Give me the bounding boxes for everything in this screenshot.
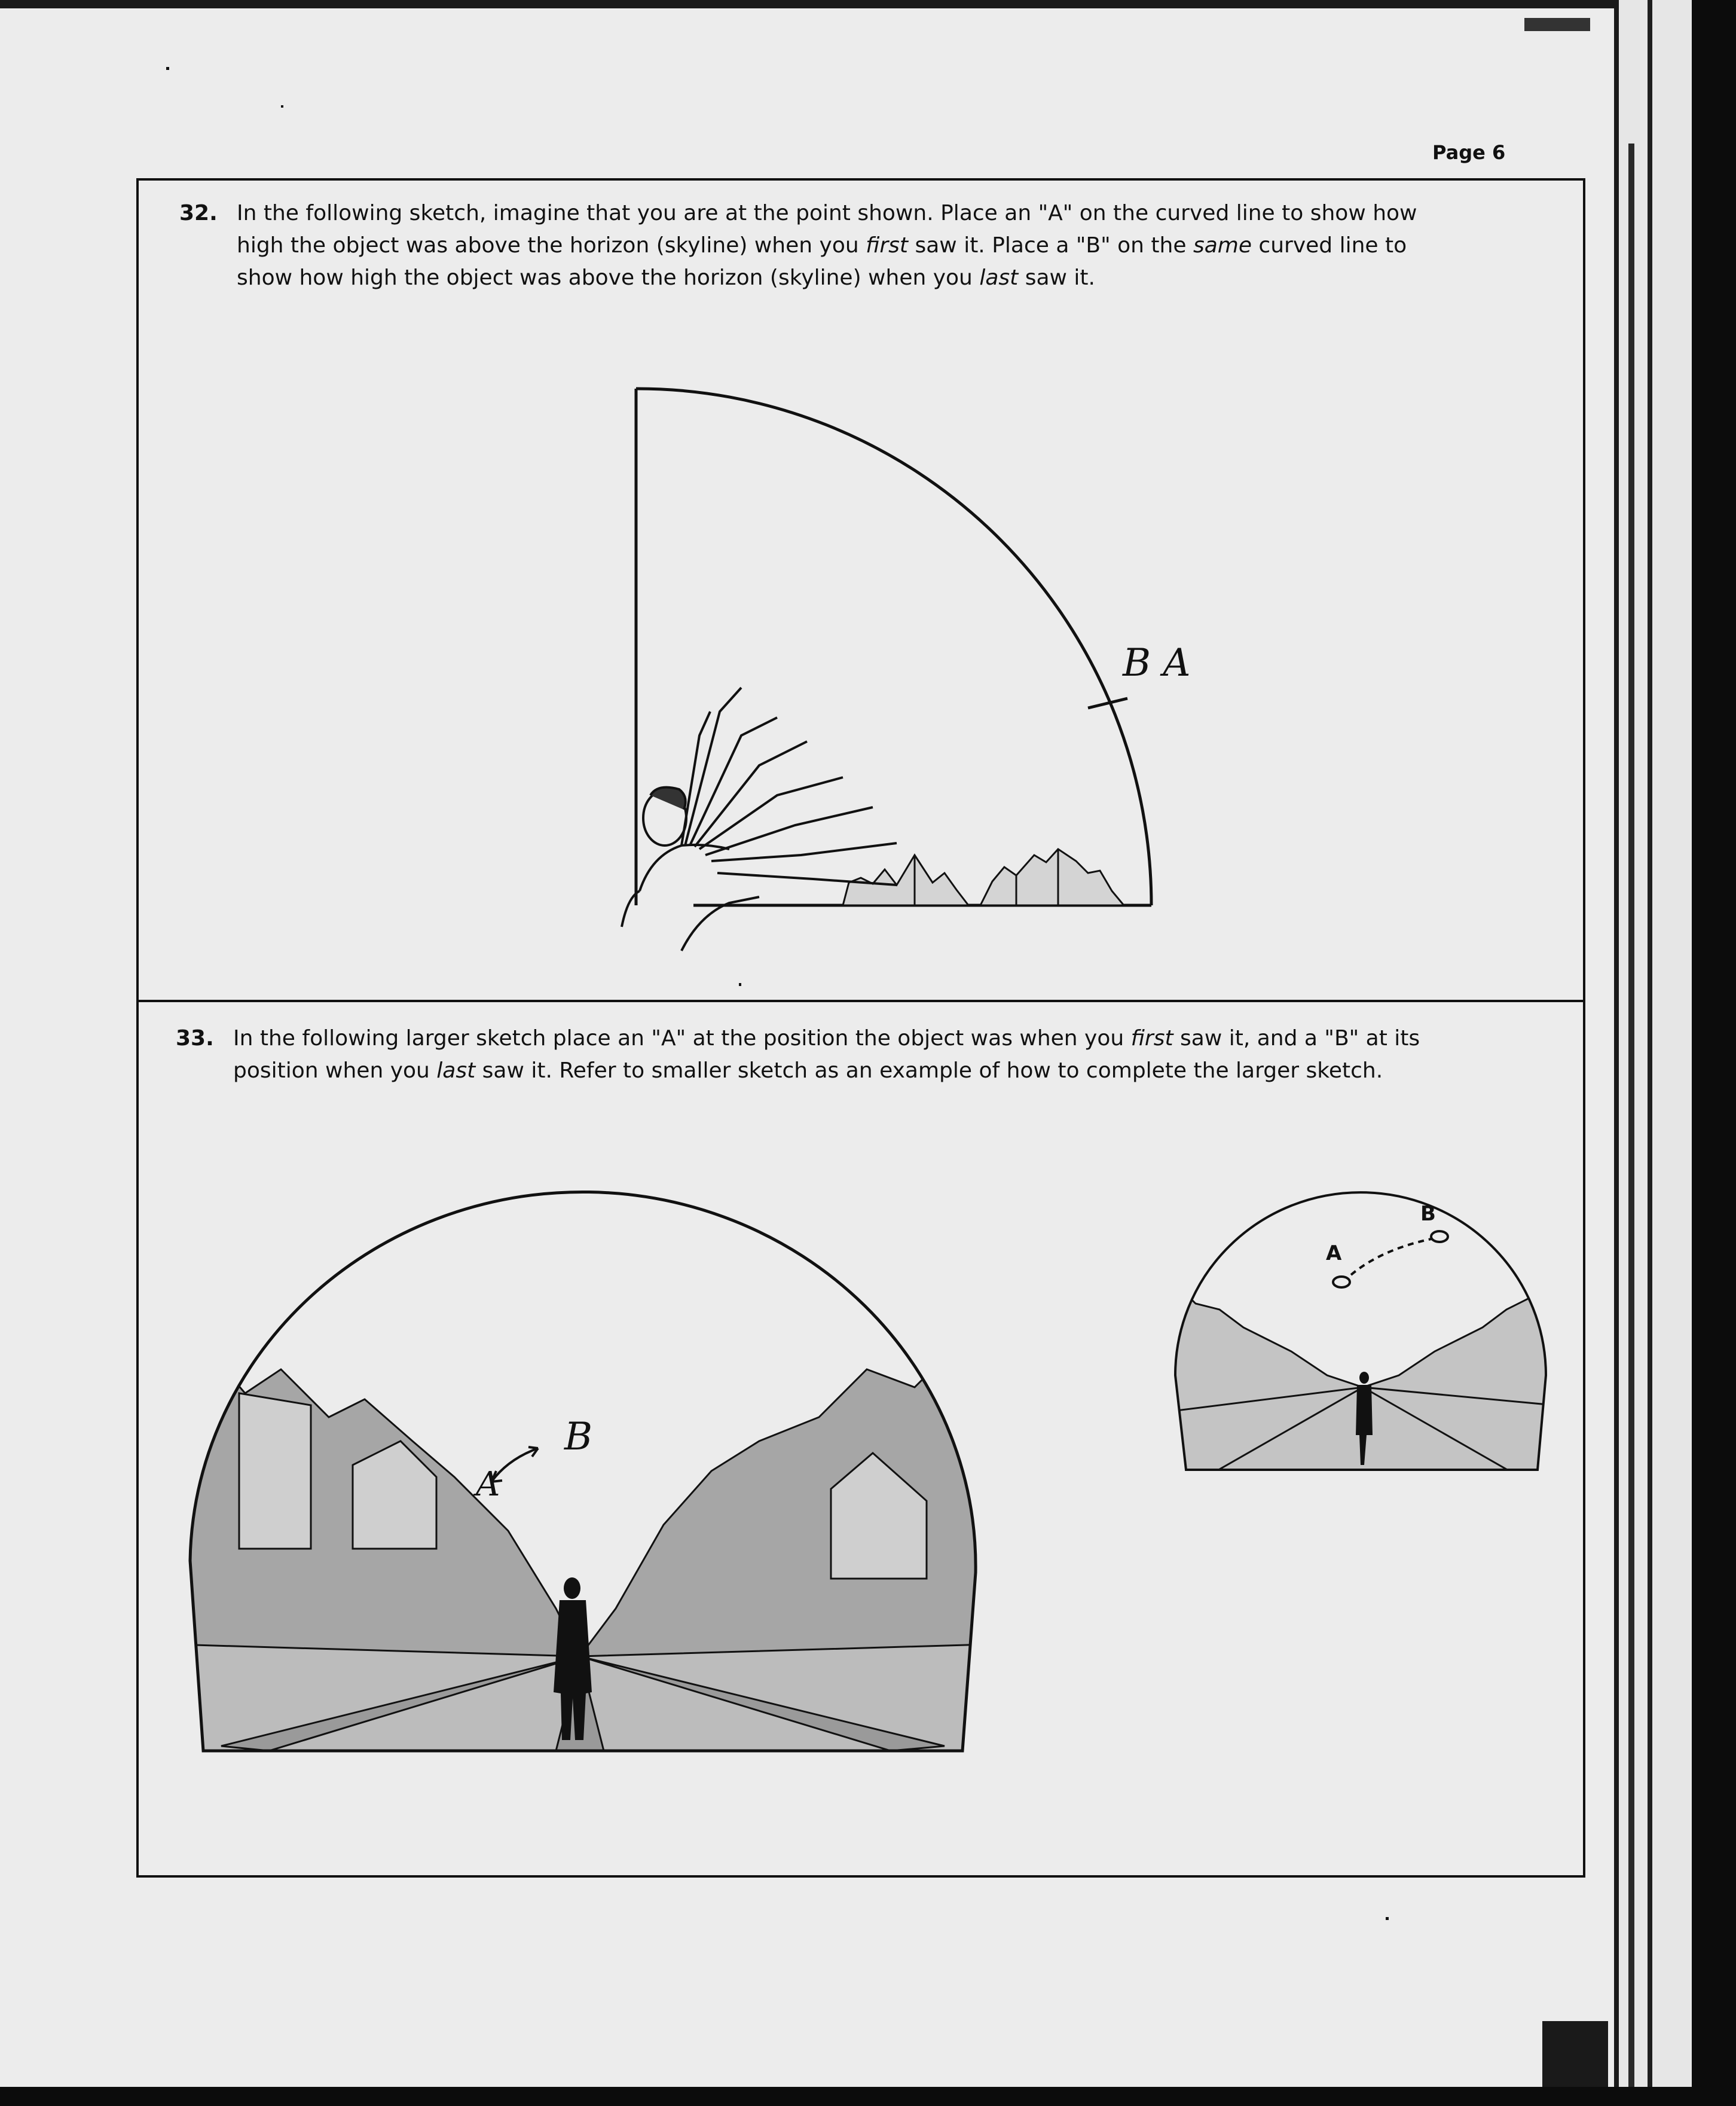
question-number: 32. xyxy=(179,201,218,225)
question-line: In the following sketch, imagine that you are at the point shown. Place an "A" on the curved line to show how xyxy=(237,201,1417,225)
question-line: high the object was above the horizon (skyline) when you first saw it. Place a "B" on the same curved line to xyxy=(237,233,1407,258)
example-label-a: A xyxy=(1326,1241,1342,1265)
scan-border-right xyxy=(1614,0,1736,2106)
large-sky-dome-sketch xyxy=(173,1190,986,1788)
question-line: show how high the object was above the horizon (skyline) when you last saw it. xyxy=(237,265,1095,290)
question-line: position when you last saw it. Refer to smaller sketch as an example of how to complete the larger sketch. xyxy=(233,1058,1383,1083)
small-example-sketch xyxy=(1172,1196,1554,1483)
question-text xyxy=(237,197,1552,294)
question-text xyxy=(233,1023,1572,1087)
skyline-houses xyxy=(843,849,1124,905)
question-number: 33. xyxy=(176,1026,214,1051)
example-label-b: B xyxy=(1420,1202,1436,1226)
example-path-a-to-b xyxy=(1333,1231,1448,1287)
elevation-arc xyxy=(636,389,1151,905)
question-33 xyxy=(176,1023,1575,1094)
scan-border-top xyxy=(0,0,1614,8)
question-line: In the following larger sketch place an "A" at the position the object was when you first saw it, and a "B" at its xyxy=(233,1026,1420,1051)
scan-smudge xyxy=(1542,2021,1608,2087)
handwritten-letter-a: A xyxy=(476,1465,500,1504)
scan-speck xyxy=(281,105,283,108)
scan-speck xyxy=(166,67,169,70)
question-32 xyxy=(179,197,1554,299)
scan-speck xyxy=(1386,1917,1389,1920)
handwritten-answer-mark: B A xyxy=(1123,641,1191,685)
person-pointing-figure xyxy=(622,688,897,951)
page-number: Page 6 xyxy=(1432,141,1506,164)
handwritten-letter-b: B xyxy=(564,1415,593,1459)
section-divider xyxy=(136,1000,1585,1002)
scan-smudge xyxy=(1524,18,1590,31)
scan-border-bottom xyxy=(0,2087,1736,2106)
